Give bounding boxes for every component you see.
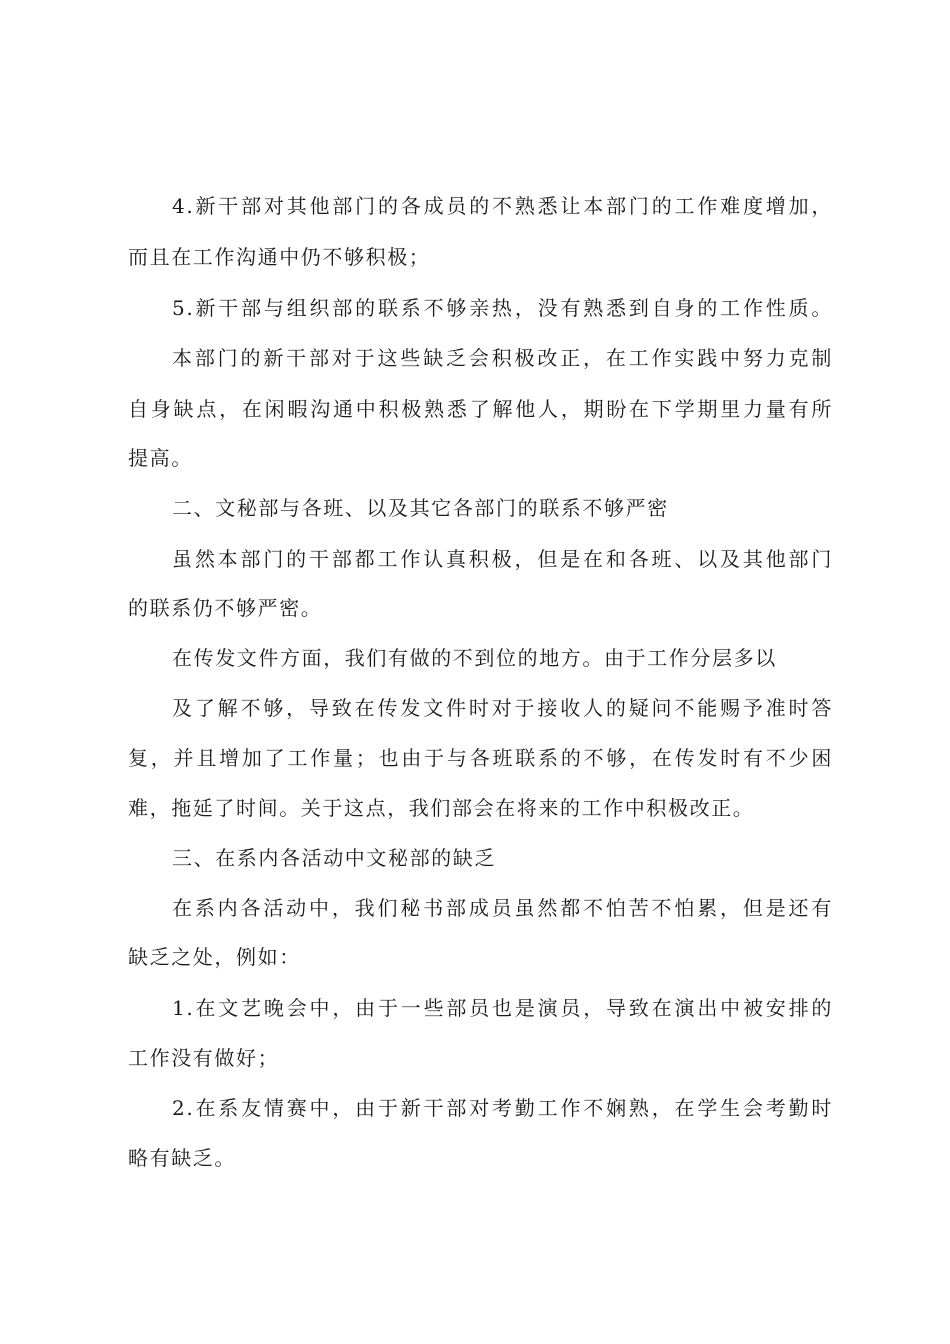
- paragraph-line: 提高。: [128, 446, 193, 470]
- paragraph-line: 4.新干部对其他部门的各成员的不熟悉让本部门的工作难度增加，: [172, 194, 833, 218]
- paragraph-line: 虽然本部门的干部都工作认真积极，但是在和各班、以及其他部门: [172, 547, 833, 571]
- paragraph-line: 而且在工作沟通中仍不够积极；: [128, 245, 431, 269]
- paragraph-line: 复，并且增加了工作量；也由于与各班联系的不够，在传发时有不少困: [128, 746, 833, 770]
- paragraph-line: 难，拖延了时间。关于这点，我们部会在将来的工作中积极改正。: [128, 796, 755, 820]
- paragraph-line: 2.在系友情赛中，由于新干部对考勤工作不娴熟，在学生会考勤时: [172, 1096, 833, 1120]
- section-heading: 三、在系内各活动中文秘部的缺乏: [172, 846, 496, 870]
- paragraph-line: 工作没有做好；: [128, 1046, 280, 1070]
- paragraph-line: 的联系仍不够严密。: [128, 596, 323, 620]
- paragraph-line: 在传发文件方面，我们有做的不到位的地方。由于工作分层多以: [172, 646, 777, 670]
- paragraph-line: 自身缺点，在闲暇沟通中积极熟悉了解他人，期盼在下学期里力量有所: [128, 397, 833, 421]
- paragraph-line: 及了解不够，导致在传发文件时对于接收人的疑问不能赐予准时答: [172, 696, 833, 720]
- paragraph-line: 略有缺乏。: [128, 1146, 236, 1170]
- paragraph-line: 1.在文艺晚会中，由于一些部员也是演员，导致在演出中被安排的: [172, 996, 833, 1020]
- paragraph-line: 5.新干部与组织部的联系不够亲热，没有熟悉到自身的工作性质。: [172, 296, 833, 320]
- paragraph-line: 在系内各活动中，我们秘书部成员虽然都不怕苦不怕累，但是还有: [172, 896, 833, 920]
- paragraph-line: 缺乏之处，例如：: [128, 945, 301, 969]
- section-heading: 二、文秘部与各班、以及其它各部门的联系不够严密: [172, 496, 669, 520]
- paragraph-line: 本部门的新干部对于这些缺乏会积极改正，在工作实践中努力克制: [172, 346, 833, 370]
